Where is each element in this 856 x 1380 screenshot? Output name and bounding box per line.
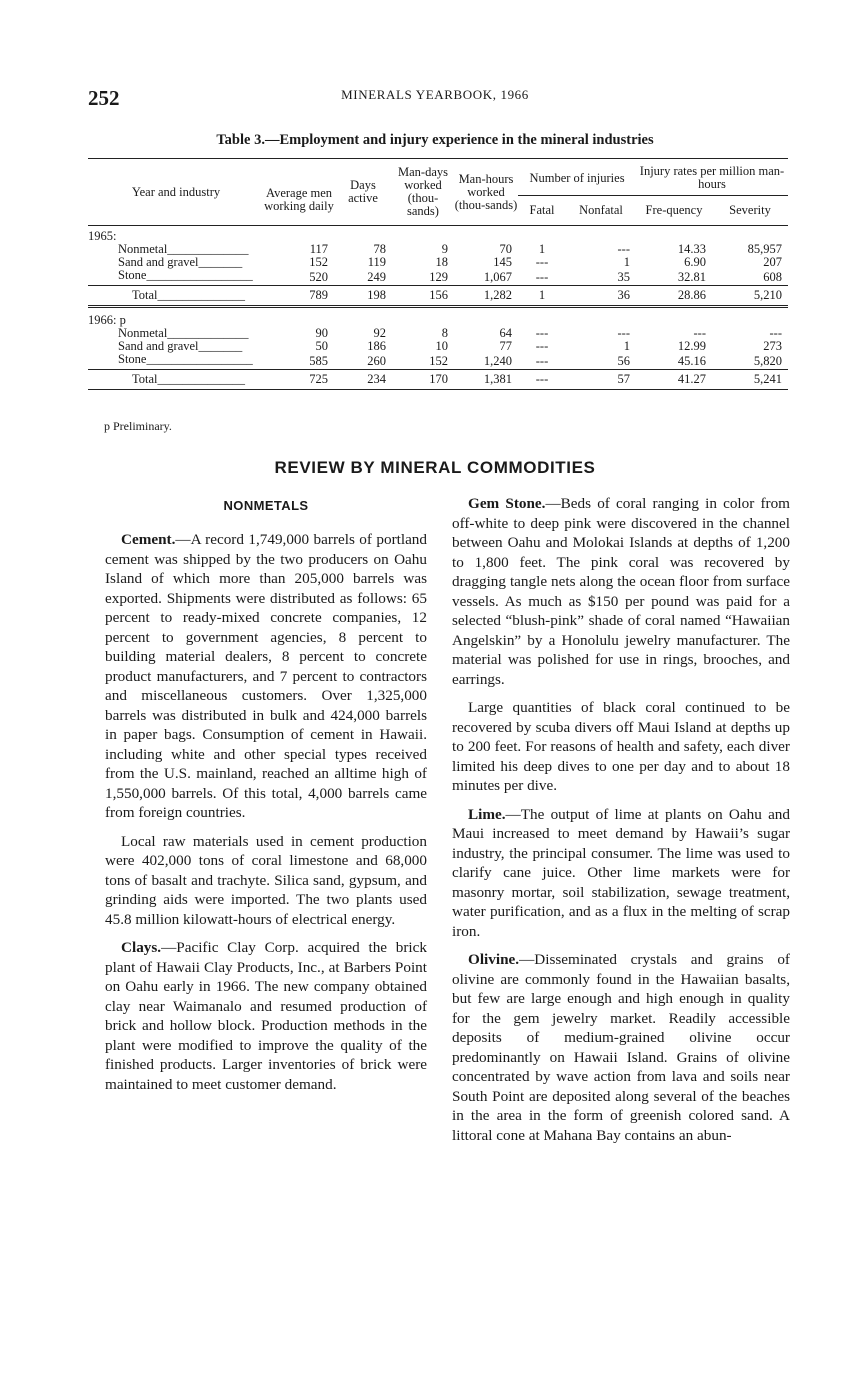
cement-materials-paragraph: Local raw materials used in cement production were 402,000 tons of coral limestone and 68,000 tons of basalt and trachyte. Silica sand, gypsum, and grinding aids were imported. The two plants used 45.8 million kilowatt-hours of electrical energy.: [105, 832, 427, 928]
table-total-row: Total______________ 725 234 170 1,381 --- 57 41.27 5,241: [88, 370, 788, 390]
table-row: Nonmetal_____________ 90 92 8 64 --- --- --- ---: [118, 326, 782, 340]
col-group-rates: Injury rates per million man-hours: [636, 159, 788, 196]
gem-stone-heading: Gem Stone.: [468, 495, 546, 512]
lime-heading: Lime.: [468, 805, 506, 823]
lime-paragraph: Lime.—The output of lime at plants on Oahu and Maui increased to meet demand by Hawaii’s sugar industry, the principal consumer. The lime was used to clarify cane juice. Other lime markets were for masonry mortar, soil stabilization, sewage treatment, water purification, and as a flux in the melting of scrap iron.: [452, 805, 790, 940]
right-column: [452, 494, 790, 1154]
table-row: Sand and gravel_______ 152 119 18 145 --- 1 6.90 207: [118, 255, 782, 269]
col-group-injuries: Number of injuries: [518, 159, 636, 196]
clays-heading: Clays.: [121, 939, 162, 956]
running-title: MINERALS YEARBOOK, 1966: [341, 87, 529, 102]
col-year-industry: Year and industry: [88, 159, 264, 226]
col-days-active: Days active: [334, 159, 392, 226]
table-row: Stone_________________ 520 249 129 1,067 --- 35 32.81 608: [118, 269, 782, 284]
olivine-paragraph: Olivine.—Disseminated crystals and grains of olivine are commonly found in the Hawaiian basalts, but few are large enough and high enough in quality for the gem jewelry market. Readily accessible deposits of medium-grained olivine occur predominantly on Hawaii Island. Grains of olivine concentrated by wave action from lava and soils near South Point are deposited along several of the beaches in the area in the form of greenish colored sand. A littoral cone at Mahana Bay contains an abun-: [452, 951, 790, 1144]
table-footnote: p Preliminary.: [104, 419, 172, 433]
col-man-hours: Man-hours worked (thou-sands): [454, 159, 518, 226]
olivine-heading: Olivine.: [468, 951, 520, 968]
col-avg-men: Average men working daily: [264, 159, 334, 226]
col-fatal: Fatal: [518, 196, 566, 226]
table-row: Sand and gravel_______ 50 186 10 77 --- 1 12.99 273: [118, 339, 782, 353]
black-coral-paragraph: Large quantities of black coral continued to be recovered by scuba divers off Maui Island at depths up to 200 feet. For reasons of health and safety, each diver limited his deep dives to one per day and to about 18 minutes per dive.: [452, 699, 790, 794]
col-severity: Severity: [712, 196, 788, 226]
col-frequency: Fre-quency: [636, 196, 712, 226]
table-title: Table 3.—Employment and injury experience in the mineral industries: [216, 132, 654, 148]
table-row: Nonmetal_____________ 117 78 9 70 1 --- 14.33 85,957: [118, 242, 782, 256]
col-man-days: Man-days worked (thou-sands): [392, 159, 454, 226]
table-total-row: Total______________ 789 198 156 1,282 1 36 28.86 5,210: [88, 286, 788, 307]
employment-table: [88, 158, 788, 390]
year-label-1965: 1965:: [88, 229, 117, 243]
cement-heading: Cement.: [121, 531, 176, 548]
clays-paragraph: Clays.—Pacific Clay Corp. acquired the brick plant of Hawaii Clay Products, Inc., at Barbers Point on Oahu early in 1966. The new company obtained clay near Waimanalo and resumed production of brick and hollow block. Production methods in the plant were modified to improve the quality of the finished products. Larger inventories of brick were maintained to meet customer demand.: [105, 939, 427, 1093]
page-number: 252: [88, 86, 120, 110]
gem-stone-paragraph: Gem Stone.—Beds of coral ranging in color from off-white to deep pink were discovered in the channel between Oahu and Molokai Islands at depths of 1,200 to 1,800 feet. The pink coral was recovered by dragging tangle nets along the ocean floor from surface vessels. As much as $150 per pound was paid for a selected “blush-pink” shade of coral named “Hawaiian Angelskin” by a Honolulu jewelry manufacturer. The material was polished for use in rings, brooches, and earrings.: [452, 495, 790, 688]
table-row: Stone_________________ 585 260 152 1,240 --- 56 45.16 5,820: [118, 353, 782, 368]
cement-paragraph: Cement.—A record 1,749,000 barrels of portland cement was shipped by the two producers on Oahu Island of which more than 205,000 barrels was exported. Shipments were distributed as follows: 65 percent to ready-mixed concrete companies, 12 percent to government agencies, 8 percent to building material dealers, 8 percent to concrete product manufacturers, and 7 percent to contractors and miscellaneous customers. Over 1,325,000 barrels was distributed in bulk and 424,000 barrels in paper bags. Consumption of cement in Hawaii. including white and other special types received from the U.S. mainland, reached an alltime high of 1,550,000 barrels. Of this total, 4,000 barrels came from foreign countries.: [105, 531, 427, 821]
left-column: [105, 530, 427, 1103]
section-subtitle: NONMETALS: [223, 498, 309, 513]
section-title: REVIEW BY MINERAL COMMODITIES: [274, 458, 596, 477]
year-label-1966: 1966: p: [88, 307, 264, 328]
col-nonfatal: Nonfatal: [566, 196, 636, 226]
